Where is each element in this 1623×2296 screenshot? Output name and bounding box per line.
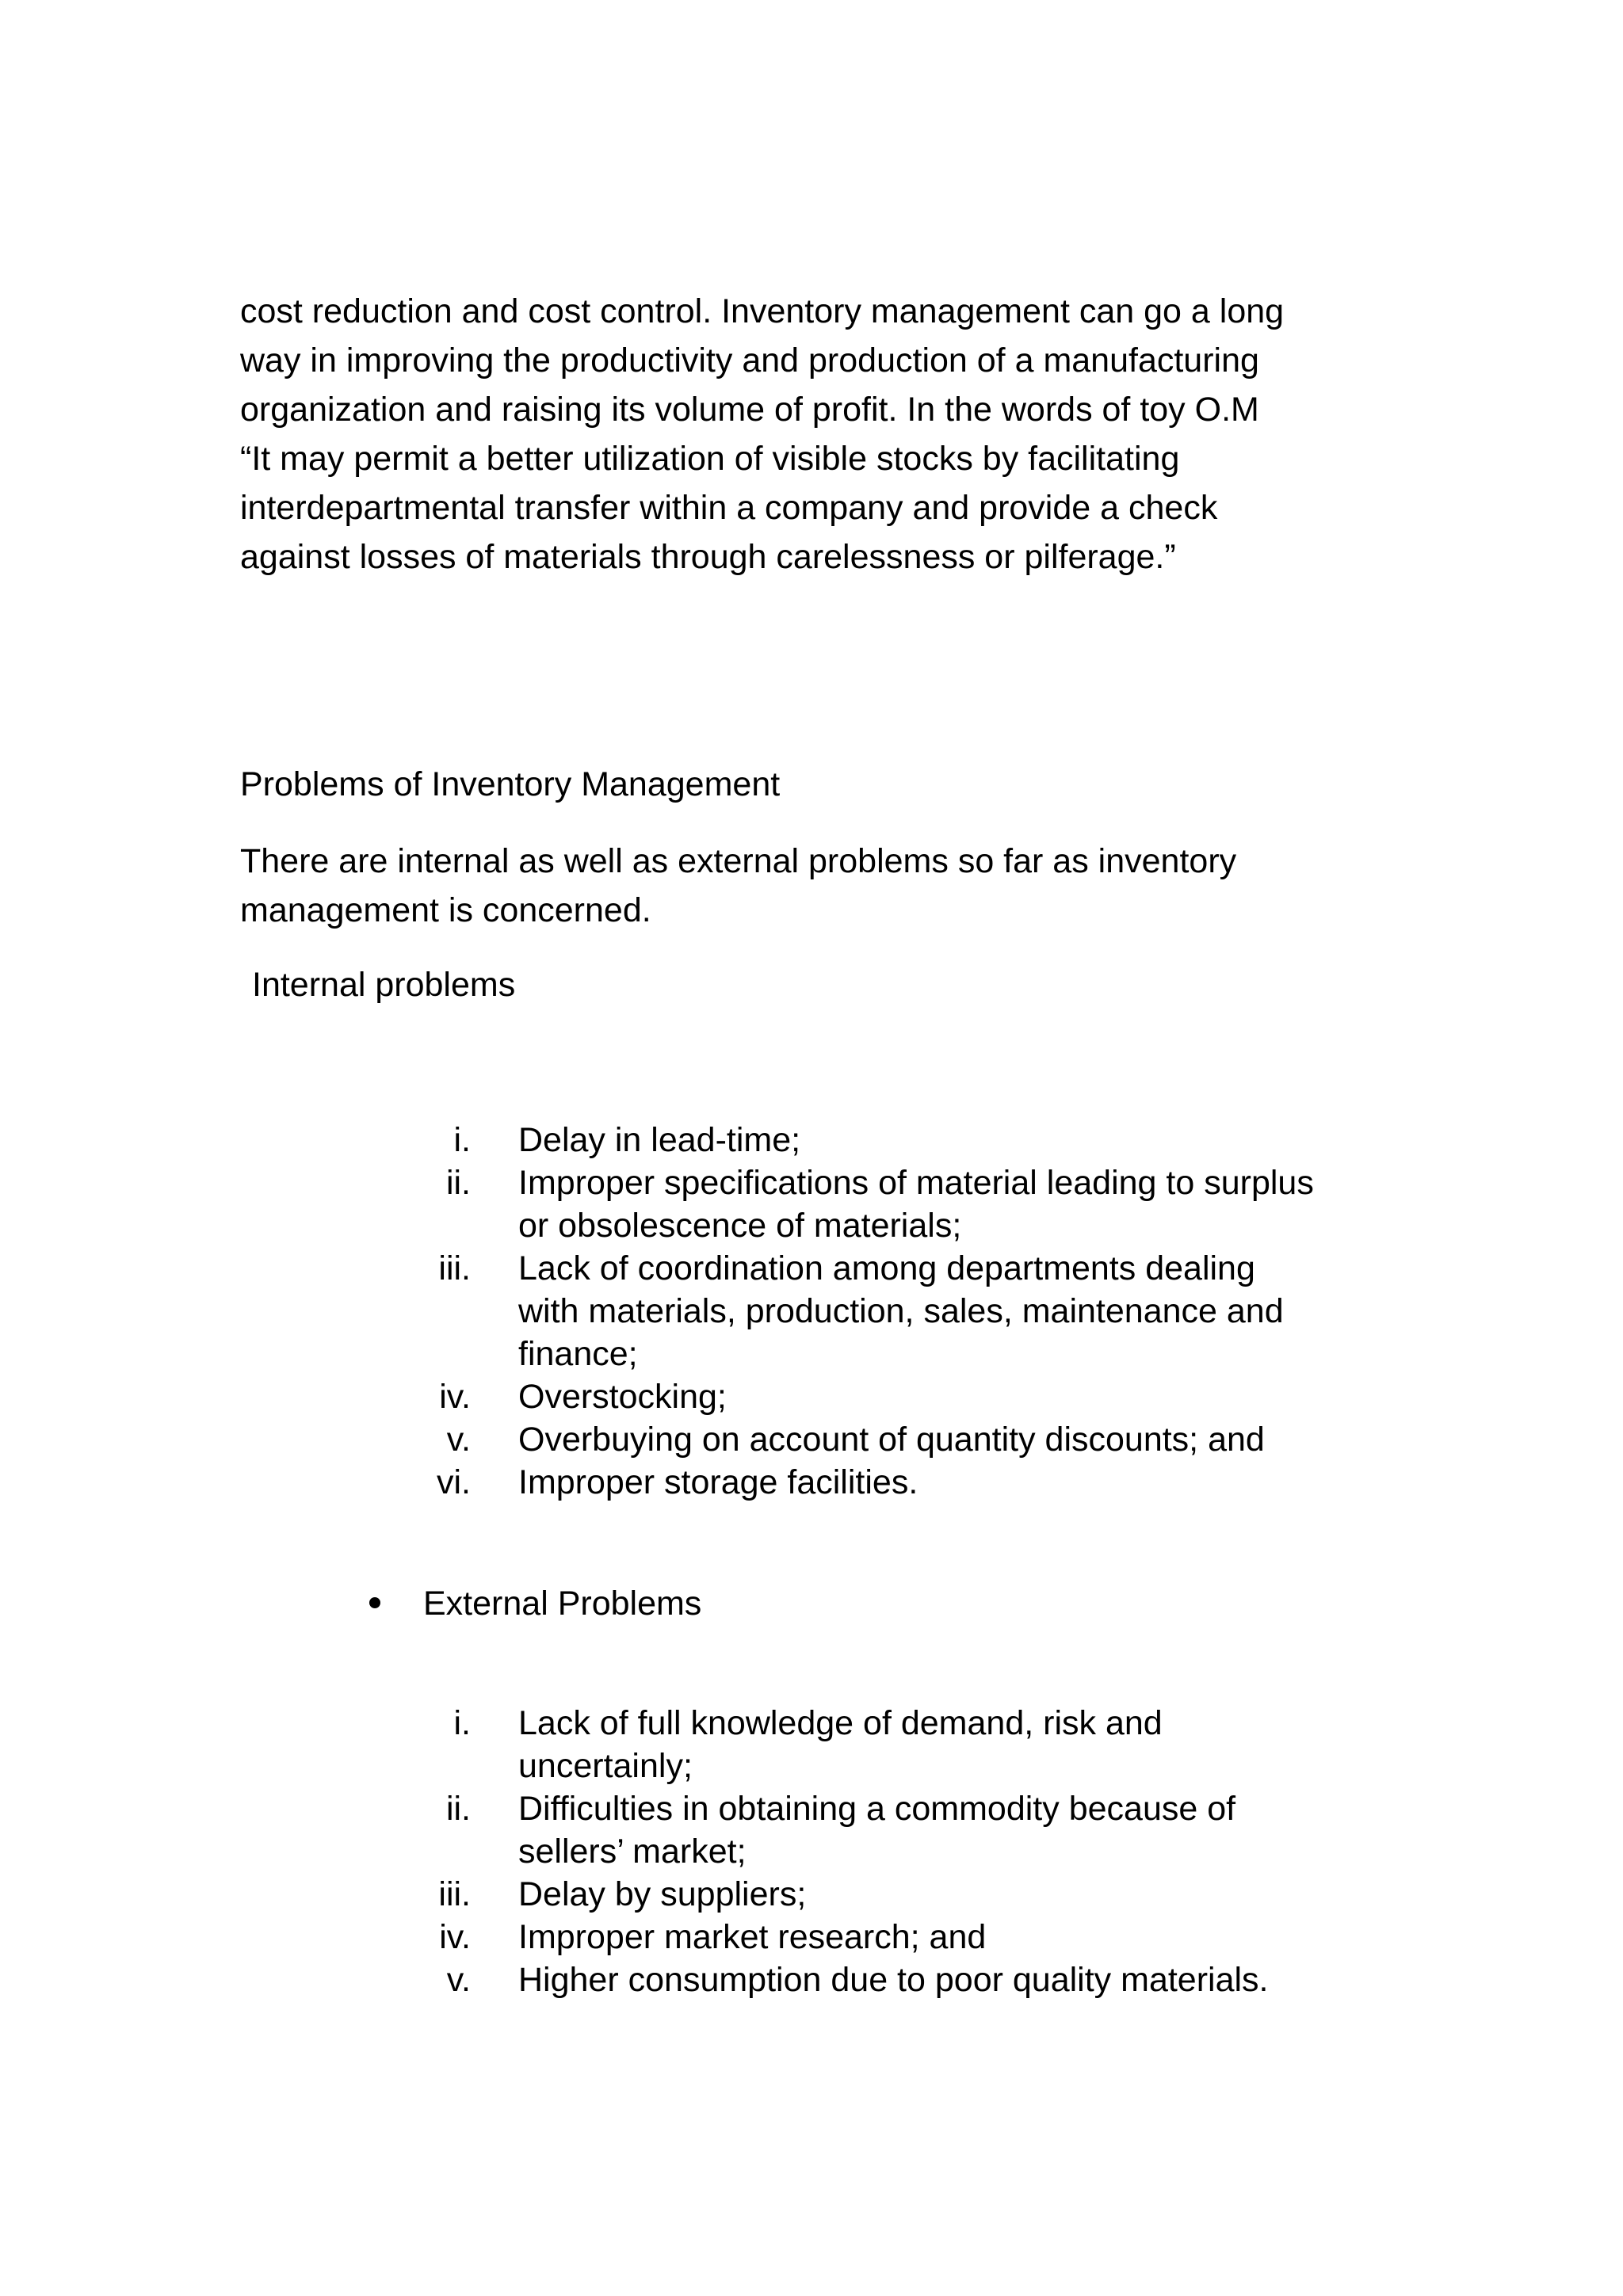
intro-paragraph (240, 287, 1397, 582)
lead-paragraph (240, 837, 1397, 935)
intro-line: interdepartmental transfer within a company and provide a check (240, 489, 1218, 527)
list-item (0, 1461, 1422, 1504)
list-item-number: ii. (445, 1790, 471, 1828)
intro-line: “It may permit a better utilization of visible stocks by facilitating (240, 440, 1180, 478)
list-item-text: uncertainly; (518, 1747, 693, 1785)
list-item-text: Lack of coordination among departments dealing (518, 1249, 1255, 1287)
intro-line: against losses of materials through carelessness or pilferage.” (240, 538, 1176, 576)
list-item (0, 1119, 1422, 1161)
list-item (0, 1702, 1422, 1787)
list-item-text: sellers’ market; (518, 1833, 747, 1871)
intro-line: organization and raising its volume of profit. In the words of toy O.M (240, 391, 1259, 429)
list-item-text: Delay by suppliers; (518, 1875, 807, 1913)
intro-line: way in improving the productivity and production of a manufacturing (240, 341, 1259, 379)
list-item-number: iii. (438, 1875, 471, 1913)
list-item (0, 1247, 1422, 1375)
intro-line: cost reduction and cost control. Inventory management can go a long (240, 292, 1285, 330)
list-item-text: or obsolescence of materials; (518, 1207, 962, 1245)
list-item (0, 1418, 1422, 1461)
list-item-text: Higher consumption due to poor quality materials. (518, 1961, 1269, 1999)
lead-line: There are internal as well as external problems so far as inventory (240, 842, 1237, 880)
list-item-number: v. (446, 1961, 471, 1999)
internal-problems-label: Internal problems (252, 966, 516, 1004)
list-item-number: iv. (439, 1378, 471, 1416)
list-item-number: i. (453, 1121, 471, 1159)
external-problems-label: External Problems (423, 1585, 702, 1623)
list-item-number: v. (446, 1421, 471, 1459)
list-item (0, 1161, 1422, 1247)
list-item-text: Improper storage facilities. (518, 1463, 918, 1501)
list-item (0, 1916, 1422, 1958)
list-item-text: Delay in lead-time; (518, 1121, 801, 1159)
list-item-text: Improper specifications of material leading to surplus (518, 1164, 1314, 1202)
list-item-text: Difficulties in obtaining a commodity because of (518, 1790, 1236, 1828)
list-item-text: with materials, production, sales, maintenance and (518, 1292, 1284, 1330)
internal-problems-list (0, 1119, 1623, 1504)
list-item (0, 1958, 1422, 2001)
bullet-icon (369, 1597, 380, 1608)
list-item-text: finance; (518, 1335, 638, 1373)
list-item-number: vi. (437, 1463, 471, 1501)
external-problems-heading (369, 1580, 702, 1627)
list-item (0, 1787, 1422, 1873)
list-item-text: Overstocking; (518, 1378, 727, 1416)
section-heading: Problems of Inventory Management (240, 765, 781, 803)
list-item (0, 1375, 1422, 1418)
list-item-number: i. (453, 1704, 471, 1742)
list-item-text: Overbuying on account of quantity discounts; and (518, 1421, 1265, 1459)
list-item (0, 1873, 1422, 1916)
list-item-text: Lack of full knowledge of demand, risk and (518, 1704, 1163, 1742)
list-item-number: iii. (438, 1249, 471, 1287)
external-problems-list (0, 1702, 1623, 2001)
lead-line: management is concerned. (240, 891, 651, 929)
list-item-number: iv. (439, 1918, 471, 1956)
list-item-text: Improper market research; and (518, 1918, 987, 1956)
list-item-number: ii. (445, 1164, 471, 1202)
